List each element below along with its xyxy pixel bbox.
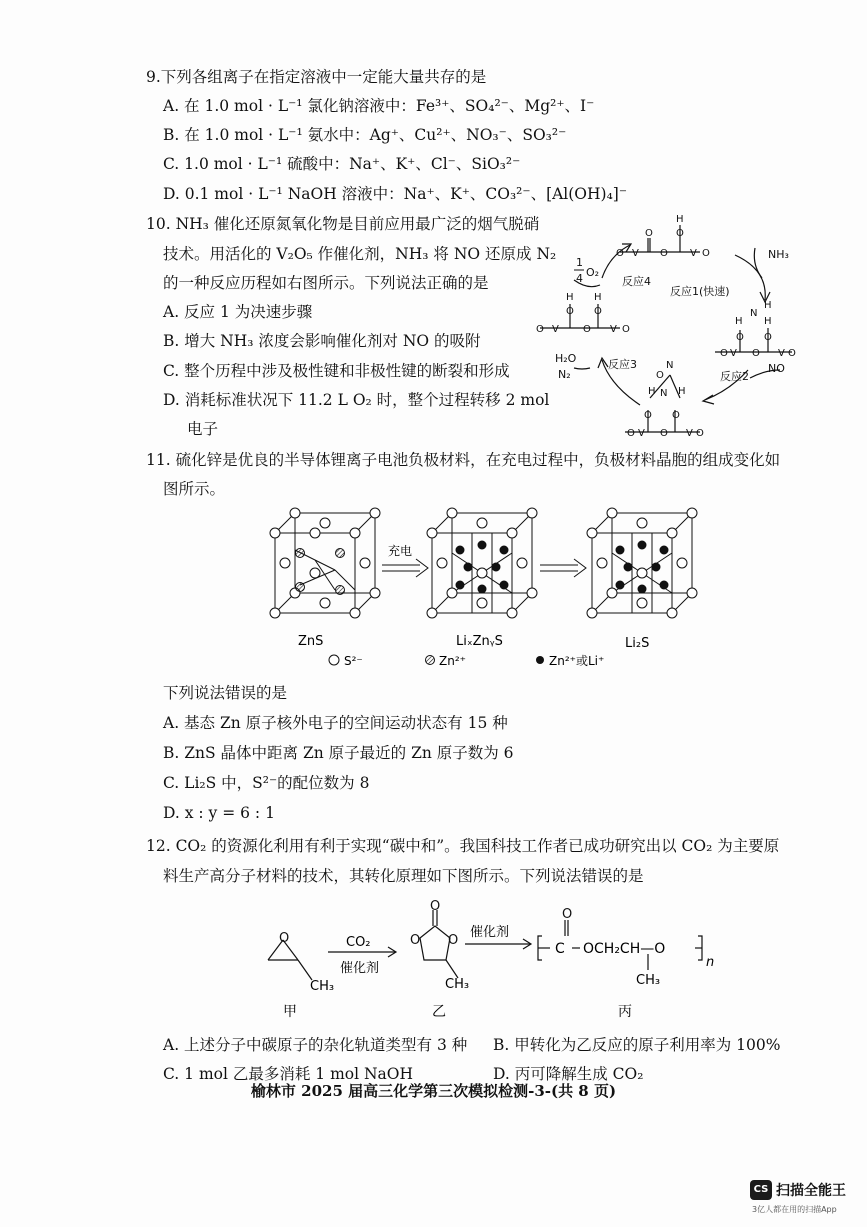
q9-option-a: A. 在 1.0 mol · L⁻¹ 氯化钠溶液中：Fe³⁺、SO₄²⁻、Mg²⁺、I⁻ bbox=[163, 97, 595, 115]
carbonyl-c: C bbox=[555, 941, 565, 957]
bing-methyl: CH₃ bbox=[636, 973, 661, 988]
svg-text:O: O bbox=[656, 370, 664, 381]
camscanner-logo-icon: CS bbox=[750, 1180, 772, 1200]
svg-text:V: V bbox=[632, 248, 639, 259]
label-no: NO bbox=[768, 362, 785, 375]
label-h2o: H₂O bbox=[555, 352, 577, 365]
label-reaction-2: 反应2 bbox=[720, 370, 749, 383]
label-yi: 乙 bbox=[432, 1004, 446, 1020]
camscanner-tagline: 3亿人都在用的扫描App bbox=[752, 1205, 837, 1214]
svg-text:V: V bbox=[638, 428, 645, 439]
lixznys-label: LiₓZnᵧS bbox=[456, 634, 503, 649]
svg-text:O: O bbox=[279, 931, 290, 946]
polymer-n: n bbox=[706, 955, 715, 970]
reaction-cycle-diagram bbox=[530, 200, 800, 445]
svg-text:O: O bbox=[672, 410, 680, 421]
label-o2-numerator: 1 bbox=[576, 256, 583, 269]
q11-stem-1: 11. 硫化锌是优良的半导体锂离子电池负极材料，在充电过程中，负极材料晶胞的组成变化如 bbox=[146, 451, 781, 469]
svg-text:H: H bbox=[648, 386, 656, 397]
charge-label: 充电 bbox=[388, 544, 413, 558]
svg-text:V: V bbox=[686, 428, 693, 439]
svg-text:O: O bbox=[583, 324, 591, 335]
svg-text:H: H bbox=[764, 316, 772, 327]
label-reaction-1: 反应1(快速) bbox=[670, 285, 730, 298]
q10-option-d: D. 消耗标准状况下 11.2 L O₂ 时，整个过程转移 2 mol bbox=[163, 391, 550, 409]
svg-text:O: O bbox=[676, 228, 684, 239]
catalyst-label-1: 催化剂 bbox=[340, 961, 380, 976]
q10-stem-3: 的一种反应历程如右图所示。下列说法正确的是 bbox=[163, 274, 489, 292]
yi-methyl: CH₃ bbox=[445, 977, 470, 992]
crystal-cell-diagram bbox=[260, 505, 700, 675]
legend-s-symbol bbox=[329, 655, 339, 665]
legend-zn-symbol bbox=[426, 656, 435, 665]
q9-option-c: C. 1.0 mol · L⁻¹ 硫酸中：Na⁺、K⁺、Cl⁻、SiO₃²⁻ bbox=[163, 155, 521, 173]
q11-option-b: B. ZnS 晶体中距离 Zn 原子最近的 Zn 原子数为 6 bbox=[163, 744, 514, 762]
svg-text:O: O bbox=[764, 332, 772, 343]
svg-text:N: N bbox=[660, 388, 668, 399]
svg-text:O: O bbox=[736, 332, 744, 343]
svg-text:H: H bbox=[735, 316, 743, 327]
svg-text:O: O bbox=[622, 324, 630, 335]
page-footer: 榆林市 2025 届高三化学第三次模拟检测-3-(共 8 页) bbox=[250, 1082, 617, 1100]
svg-text:O: O bbox=[720, 348, 728, 359]
svg-text:O: O bbox=[448, 933, 459, 948]
legend-zn-li: Zn²⁺或Li⁺ bbox=[549, 654, 605, 668]
label-nh3: NH₃ bbox=[768, 248, 789, 261]
svg-text:H: H bbox=[676, 214, 684, 225]
svg-text:O: O bbox=[594, 306, 602, 317]
q12-option-b: B. 甲转化为乙反应的原子利用率为 100% bbox=[493, 1036, 781, 1054]
q12-option-c: C. 1 mol 乙最多消耗 1 mol NaOH bbox=[163, 1065, 414, 1083]
svg-text:O: O bbox=[660, 428, 668, 439]
q11-option-a: A. 基态 Zn 原子核外电子的空间运动状态有 15 种 bbox=[163, 714, 508, 732]
q12-stem-2: 料生产高分子材料的技术，其转化原理如下图所示。下列说法错误的是 bbox=[163, 867, 644, 885]
camscanner-badge bbox=[750, 1178, 860, 1218]
svg-text:H: H bbox=[566, 292, 574, 303]
polymer-chain: OCH₂CH—O bbox=[583, 941, 666, 957]
svg-text:O: O bbox=[616, 248, 624, 259]
svg-text:O: O bbox=[644, 410, 652, 421]
q11-stem-2: 图所示。 bbox=[163, 480, 226, 498]
q10-stem-1: 10. NH₃ 催化还原氮氧化物是目前应用最广泛的烟气脱硝 bbox=[146, 215, 540, 233]
catalyst-label-2: 催化剂 bbox=[470, 925, 510, 940]
svg-text:H: H bbox=[764, 300, 772, 311]
legend-s: S²⁻ bbox=[344, 654, 363, 668]
svg-text:V: V bbox=[778, 348, 785, 359]
q10-option-c: C. 整个历程中涉及极性键和非极性键的断裂和形成 bbox=[163, 362, 510, 380]
li2s-label: Li₂S bbox=[625, 636, 650, 651]
svg-text:V: V bbox=[730, 348, 737, 359]
svg-text:V: V bbox=[610, 324, 617, 335]
svg-text:O: O bbox=[660, 248, 668, 259]
q10-option-a: A. 反应 1 为决速步骤 bbox=[163, 303, 313, 321]
q10-stem-2: 技术。用活化的 V₂O₅ 作催化剂，NH₃ 将 NO 还原成 N₂ bbox=[163, 245, 557, 263]
polymer-synthesis-diagram bbox=[250, 898, 720, 1028]
q11-option-d: D. x : y = 6 : 1 bbox=[163, 804, 275, 822]
q12-option-a: A. 上述分子中碳原子的杂化轨道类型有 3 种 bbox=[163, 1036, 468, 1054]
label-reaction-3: 反应3 bbox=[608, 358, 637, 371]
co2-label: CO₂ bbox=[346, 935, 371, 950]
svg-text:O: O bbox=[696, 428, 704, 439]
q12-option-d: D. 丙可降解生成 CO₂ bbox=[493, 1065, 644, 1083]
svg-text:O: O bbox=[562, 907, 573, 922]
svg-text:N: N bbox=[666, 360, 674, 371]
label-bing: 丙 bbox=[618, 1004, 632, 1020]
svg-text:H: H bbox=[594, 292, 602, 303]
jia-methyl: CH₃ bbox=[310, 979, 335, 994]
label-o2: O₂ bbox=[586, 266, 600, 279]
q9-option-d: D. 0.1 mol · L⁻¹ NaOH 溶液中：Na⁺、K⁺、CO₃²⁻、[Al(OH)₄]⁻ bbox=[163, 185, 628, 203]
label-reaction-4: 反应4 bbox=[622, 275, 651, 288]
svg-text:O: O bbox=[627, 428, 635, 439]
svg-text:O: O bbox=[645, 228, 653, 239]
q11-option-c: C. Li₂S 中，S²⁻的配位数为 8 bbox=[163, 774, 370, 792]
svg-text:O: O bbox=[410, 933, 421, 948]
svg-text:O: O bbox=[752, 348, 760, 359]
svg-text:O: O bbox=[536, 324, 544, 335]
q10-option-b: B. 增大 NH₃ 浓度会影响催化剂对 NO 的吸附 bbox=[163, 332, 481, 350]
svg-text:N: N bbox=[750, 308, 758, 319]
svg-text:O: O bbox=[430, 899, 441, 914]
svg-text:O: O bbox=[788, 348, 796, 359]
q9-option-b: B. 在 1.0 mol · L⁻¹ 氨水中：Ag⁺、Cu²⁺、NO₃⁻、SO₃²⁻ bbox=[163, 126, 567, 144]
svg-text:H: H bbox=[678, 386, 686, 397]
svg-text:O: O bbox=[702, 248, 710, 259]
svg-text:O: O bbox=[566, 306, 574, 317]
q12-stem-1: 12. CO₂ 的资源化利用有利于实现“碳中和”。我国科技工作者已成功研究出以 CO₂ 为主要原 bbox=[146, 837, 780, 855]
zns-label: ZnS bbox=[298, 634, 324, 649]
label-o2-denominator: 4 bbox=[576, 272, 583, 285]
q9-stem: 9.下列各组离子在指定溶液中一定能大量共存的是 bbox=[146, 68, 487, 86]
label-jia: 甲 bbox=[283, 1004, 297, 1020]
svg-text:V: V bbox=[552, 324, 559, 335]
legend-zn: Zn²⁺ bbox=[439, 654, 466, 668]
q10-option-d-cont: 电子 bbox=[187, 420, 219, 438]
legend-zn-li-symbol bbox=[536, 656, 544, 664]
q11-ask: 下列说法错误的是 bbox=[163, 684, 288, 702]
camscanner-name: 扫描全能王 bbox=[776, 1183, 846, 1199]
svg-text:V: V bbox=[690, 248, 697, 259]
label-n2: N₂ bbox=[558, 368, 571, 381]
